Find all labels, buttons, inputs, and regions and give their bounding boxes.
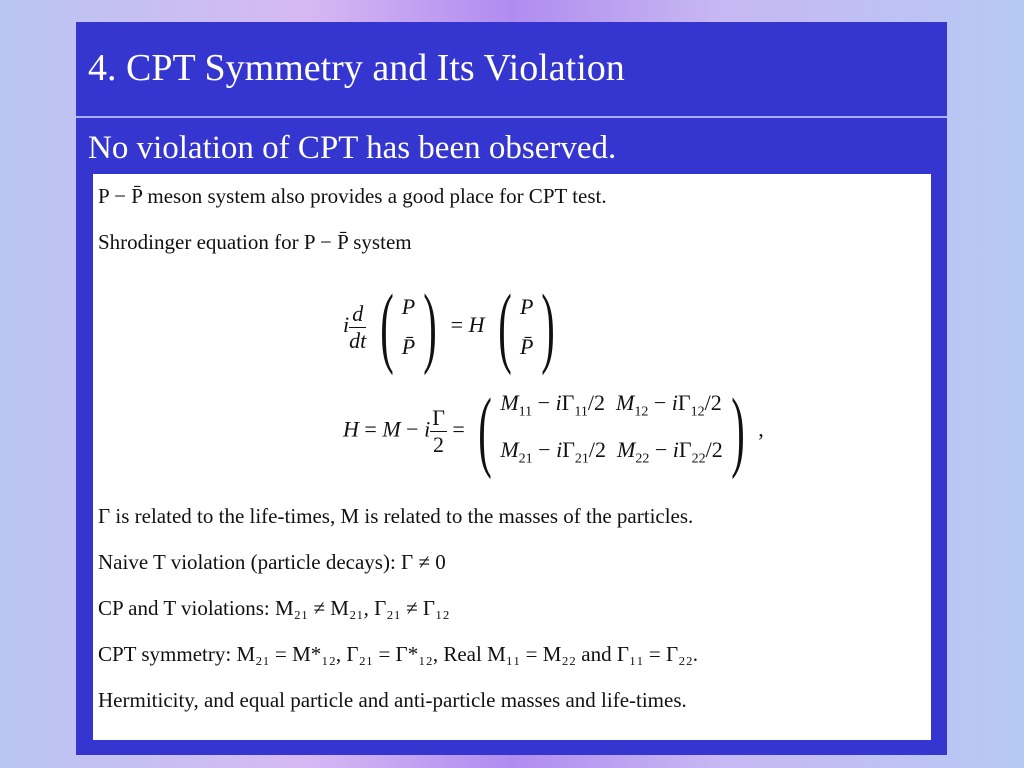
- text-line-1: P − P̄ meson system also provides a good place for CPT test.: [98, 184, 607, 208]
- text-line-3: Γ is related to the life-times, M is related to the masses of the particles.: [98, 504, 694, 528]
- text-line-7: Hermiticity, and equal particle and anti-particle masses and life-times.: [98, 688, 687, 712]
- schrodinger-equation: i $\frac{d}{dt}$ ( P P̄) = H ( P P̄): [343, 277, 556, 376]
- text-line-2: Shrodinger equation for P − P̄ system: [98, 230, 412, 254]
- text-line-4: Naive T violation (particle decays): Γ ≠ 0: [98, 550, 446, 574]
- text-line-5: CP and T violations: M₂₁ ≠ M₂₁, Γ₂₁ ≠ Γ₁₂: [98, 596, 450, 620]
- slide-subtitle: No violation of CPT has been observed.: [88, 130, 617, 166]
- slide-title: 4. CPT Symmetry and Its Violation: [88, 47, 625, 89]
- hamiltonian-equation: H = M − i $\frac{\Gamma}{2}$ = ( $M_{11} - i\Gamma_{11}/2$ $M_{12} - i\Gamma_{12}/2$ $M_{21} - i\Gamma_{21}/2$ $M_{22} - i\Gamma_{22}/2$) ,: [343, 381, 764, 481]
- content-panel: [93, 174, 931, 740]
- title-divider: [76, 116, 947, 118]
- slide: [76, 22, 947, 755]
- text-line-6: CPT symmetry: M₂₁ = M*₁₂, Γ₂₁ = Γ*₁₂, Real M₁₁ = M₂₂ and Γ₁₁ = Γ₂₂.: [98, 642, 699, 666]
